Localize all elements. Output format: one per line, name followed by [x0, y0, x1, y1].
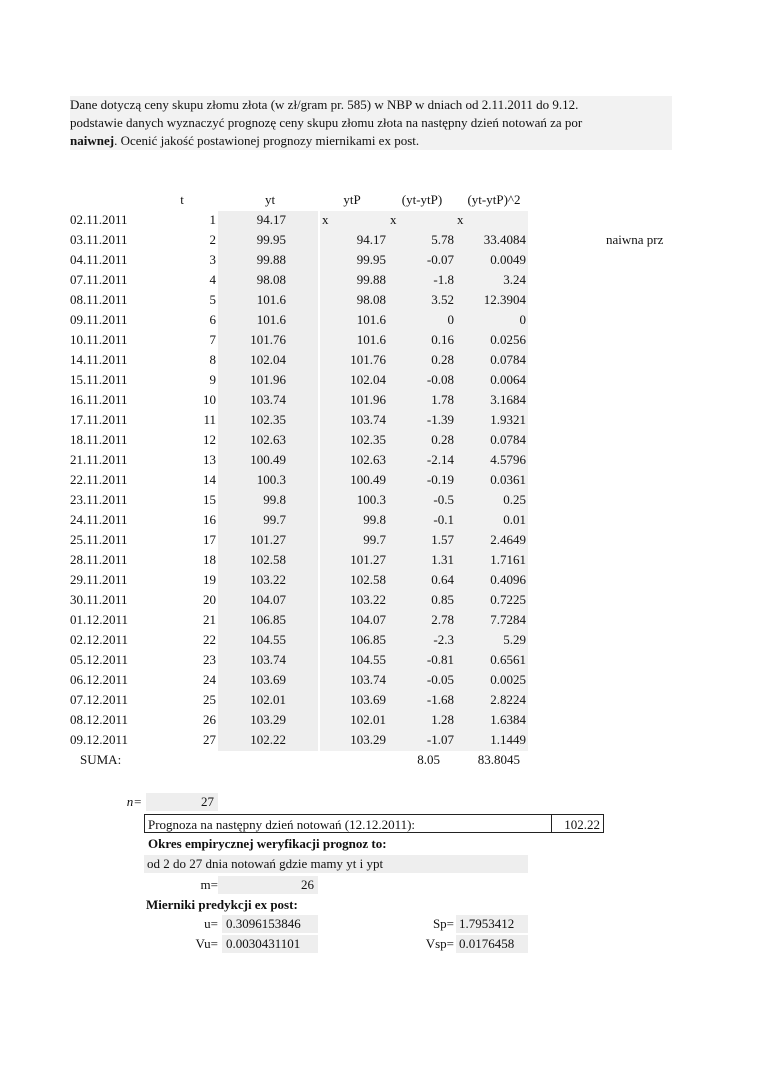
cell-t: 9: [209, 372, 216, 387]
cell-date: 02.12.2011: [70, 632, 129, 647]
cell-t: 3: [209, 252, 216, 267]
cell-diff: -1.39: [426, 412, 454, 427]
cell-diff: 0.28: [431, 352, 454, 367]
cell-diff: -2.14: [426, 452, 454, 467]
cell-ytp: 102.35: [350, 432, 386, 447]
cell-date: 28.11.2011: [70, 552, 128, 567]
cell-sq: 0.4096: [490, 572, 526, 587]
cell-yt: 104.55: [250, 632, 286, 647]
cell-date: 05.12.2011: [70, 652, 129, 667]
n-value: 27: [146, 793, 218, 811]
cell-diff: 0: [447, 312, 454, 327]
cell-ytp: 106.85: [350, 632, 386, 647]
measures-heading: Mierniki predykcji ex post:: [146, 897, 298, 912]
cell-ytp: 101.6: [356, 332, 386, 347]
cell-t: 13: [203, 452, 216, 467]
cell-t: 11: [203, 412, 216, 427]
cell-diff: x: [390, 212, 397, 227]
u-value: 0.3096153846: [222, 915, 318, 933]
cell-t: 4: [209, 272, 216, 287]
cell-t: 14: [203, 472, 216, 487]
cell-ytp: 102.01: [350, 712, 386, 727]
cell-t: 10: [203, 392, 216, 407]
cell-yt: 101.6: [256, 312, 286, 327]
cell-diff: -1.07: [426, 732, 454, 747]
cell-yt: 102.35: [250, 412, 286, 427]
intro-line-2: podstawie danych wyznaczyć prognozę ceny skupu złomu złota na następny dzień notowań za por: [70, 115, 583, 130]
cell-ytp: 102.04: [350, 372, 386, 387]
vu-value: 0.0030431101: [222, 935, 318, 953]
forecast-label: Prognoza na następny dzień notowań (12.12.2011):: [144, 814, 552, 833]
cell-ytp: 94.17: [356, 232, 386, 247]
cell-sq: 3.1684: [490, 392, 526, 407]
cell-ytp: 100.49: [350, 472, 386, 487]
cell-sq: 1.6384: [490, 712, 526, 727]
cell-diff: 1.31: [431, 552, 454, 567]
cell-date: 22.11.2011: [70, 472, 128, 487]
cell-date: 06.12.2011: [70, 672, 129, 687]
n-label: n=: [126, 794, 142, 809]
cell-ytp: 98.08: [356, 292, 386, 307]
cell-sq: 1.9321: [490, 412, 526, 427]
cell-t: 22: [203, 632, 216, 647]
cell-ytp: 99.88: [356, 272, 386, 287]
cell-diff: -2.3: [433, 632, 454, 647]
cell-t: 16: [203, 512, 216, 527]
cell-diff: -0.1: [433, 512, 454, 527]
cell-date: 15.11.2011: [70, 372, 128, 387]
cell-diff: 3.52: [431, 292, 454, 307]
cell-date: 07.12.2011: [70, 692, 129, 707]
cell-t: 12: [203, 432, 216, 447]
cell-ytp: 103.22: [350, 592, 386, 607]
cell-diff: 0.16: [431, 332, 454, 347]
cell-date: 04.11.2011: [70, 252, 128, 267]
cell-t: 23: [203, 652, 216, 667]
cell-date: 14.11.2011: [70, 352, 128, 367]
u-label: u=: [204, 916, 218, 931]
cell-date: 07.11.2011: [70, 272, 128, 287]
cell-yt: 103.29: [250, 712, 286, 727]
cell-ytp: 103.74: [350, 672, 386, 687]
cell-ytp: 102.63: [350, 452, 386, 467]
cell-yt: 102.04: [250, 352, 286, 367]
header-diff: (yt-ytP): [401, 192, 443, 207]
cell-yt: 99.88: [256, 252, 286, 267]
cell-sq: 0.6561: [490, 652, 526, 667]
cell-t: 18: [203, 552, 216, 567]
sp-label: Sp=: [432, 916, 454, 931]
cell-yt: 100.49: [250, 452, 286, 467]
cell-sq: 0.01: [503, 512, 526, 527]
cell-t: 1: [209, 212, 216, 227]
cell-date: 29.11.2011: [70, 572, 128, 587]
cell-diff: 5.78: [431, 232, 454, 247]
cell-ytp: 99.7: [363, 532, 386, 547]
intro-line-1: Dane dotyczą ceny skupu złomu złota (w zł/gram pr. 585) w NBP w dniach od 2.11.2011 do 9.12.: [70, 97, 579, 112]
cell-sq: 0.0784: [490, 352, 526, 367]
cell-date: 10.11.2011: [70, 332, 128, 347]
cell-date: 08.12.2011: [70, 712, 129, 727]
cell-t: 7: [209, 332, 216, 347]
cell-t: 21: [203, 612, 216, 627]
intro-bold-word: naiwnej: [70, 133, 115, 148]
cell-yt: 99.7: [263, 512, 286, 527]
cell-date: 17.11.2011: [70, 412, 128, 427]
cell-sq: 7.7284: [490, 612, 526, 627]
cell-yt: 99.8: [263, 492, 286, 507]
forecast-value: 102.22: [551, 814, 604, 833]
cell-t: 27: [203, 732, 216, 747]
cell-sq: 2.8224: [490, 692, 526, 707]
cell-date: 03.11.2011: [70, 232, 128, 247]
cell-t: 19: [203, 572, 216, 587]
cell-yt: 100.3: [256, 472, 286, 487]
cell-yt: 103.74: [250, 652, 286, 667]
cell-date: 02.11.2011: [70, 212, 128, 227]
header-yt: yt: [264, 192, 276, 207]
intro-line-3-rest: . Ocenić jakość postawionej prognozy miernikami ex post.: [114, 133, 420, 148]
cell-ytp: 100.3: [356, 492, 386, 507]
cell-diff: 0.28: [431, 432, 454, 447]
cell-diff: 0.85: [431, 592, 454, 607]
header-ytp: ytP: [343, 192, 361, 207]
cell-t: 24: [203, 672, 216, 687]
cell-diff: 2.78: [431, 612, 454, 627]
cell-yt: 102.01: [250, 692, 286, 707]
cell-yt: 99.95: [256, 232, 286, 247]
cell-sq: 4.5796: [490, 452, 526, 467]
cell-ytp: 101.6: [356, 312, 386, 327]
cell-ytp: 101.96: [350, 392, 386, 407]
cell-ytp: 99.8: [363, 512, 386, 527]
cell-diff: -0.08: [426, 372, 454, 387]
cell-diff: -1.68: [426, 692, 454, 707]
cell-yt: 106.85: [250, 612, 286, 627]
cell-yt: 102.63: [250, 432, 286, 447]
vsp-label: Vsp=: [425, 936, 454, 951]
cell-sq: 1.7161: [490, 552, 526, 567]
cell-ytp: 99.95: [356, 252, 386, 267]
cell-ytp: 104.07: [350, 612, 386, 627]
cell-diff: 1.28: [431, 712, 454, 727]
cell-sq: 1.1449: [490, 732, 526, 747]
cell-sq: 0.25: [503, 492, 526, 507]
cell-diff: -0.05: [426, 672, 454, 687]
cell-date: 16.11.2011: [70, 392, 128, 407]
cell-sq: 0.0025: [490, 672, 526, 687]
cell-diff: -1.8: [433, 272, 454, 287]
cell-date: 21.11.2011: [70, 452, 128, 467]
cell-t: 15: [203, 492, 216, 507]
cell-diff: 1.78: [431, 392, 454, 407]
cell-diff: -0.19: [426, 472, 454, 487]
cell-t: 8: [209, 352, 216, 367]
header-sq: (yt-ytP)^2: [467, 192, 521, 207]
sum-sq: 83.8045: [477, 752, 520, 767]
cell-sq: 12.3904: [483, 292, 526, 307]
cell-t: 2: [209, 232, 216, 247]
cell-sq: 33.4084: [483, 232, 526, 247]
vsp-value: 0.0176458: [456, 935, 528, 953]
cell-ytp: 103.69: [350, 692, 386, 707]
cell-sq: 0.7225: [490, 592, 526, 607]
vu-label: Vu=: [195, 936, 218, 951]
cell-yt: 103.74: [250, 392, 286, 407]
cell-t: 5: [209, 292, 216, 307]
cell-t: 6: [209, 312, 216, 327]
cell-diff: -0.07: [426, 252, 454, 267]
cell-yt: 101.27: [250, 532, 286, 547]
cell-sq: 0: [519, 312, 526, 327]
cell-date: 01.12.2011: [70, 612, 129, 627]
intro-paragraph: [70, 96, 672, 150]
cell-t: 20: [203, 592, 216, 607]
header-t: t: [180, 192, 184, 207]
cell-yt: 102.58: [250, 552, 286, 567]
cell-ytp: 101.27: [350, 552, 386, 567]
cell-yt: 103.69: [250, 672, 286, 687]
cell-t: 17: [203, 532, 216, 547]
cell-sq: 2.4649: [490, 532, 526, 547]
cell-ytp: 103.74: [350, 412, 386, 427]
cell-yt: 102.22: [250, 732, 286, 747]
sum-diff: 8.05: [417, 752, 440, 767]
cell-yt: 101.96: [250, 372, 286, 387]
cell-date: 18.11.2011: [70, 432, 128, 447]
cell-yt: 101.76: [250, 332, 286, 347]
cell-sq: 0.0064: [490, 372, 526, 387]
cell-date: 30.11.2011: [70, 592, 128, 607]
sp-value: 1.7953412: [456, 915, 528, 933]
cell-yt: 104.07: [250, 592, 286, 607]
cell-sq: 0.0256: [490, 332, 526, 347]
cell-sq: x: [457, 212, 464, 227]
cell-yt: 98.08: [256, 272, 286, 287]
cell-ytp: 103.29: [350, 732, 386, 747]
cell-ytp: 104.55: [350, 652, 386, 667]
intro-line-3: [70, 132, 672, 150]
period-text: od 2 do 27 dnia notowań gdzie mamy yt i ypt: [144, 855, 528, 873]
side-note: naiwna prz: [606, 232, 664, 247]
cell-ytp: 102.58: [350, 572, 386, 587]
period-heading: Okres empirycznej weryfikacji prognoz to:: [148, 836, 387, 851]
sum-label: SUMA:: [80, 752, 122, 767]
cell-yt: 101.6: [256, 292, 286, 307]
cell-sq: 3.24: [503, 272, 526, 287]
cell-date: 23.11.2011: [70, 492, 128, 507]
cell-t: 26: [203, 712, 216, 727]
m-value: 26: [218, 876, 318, 894]
cell-date: 25.11.2011: [70, 532, 128, 547]
cell-diff: 0.64: [431, 572, 454, 587]
cell-yt: 94.17: [256, 212, 286, 227]
cell-yt: 103.22: [250, 572, 286, 587]
cell-ytp: 101.76: [350, 352, 386, 367]
cell-sq: 0.0361: [490, 472, 526, 487]
cell-ytp: x: [322, 212, 329, 227]
cell-sq: 0.0784: [490, 432, 526, 447]
cell-sq: 0.0049: [490, 252, 526, 267]
cell-date: 09.12.2011: [70, 732, 129, 747]
m-label: m=: [200, 877, 218, 892]
cell-diff: -0.81: [426, 652, 454, 667]
cell-date: 09.11.2011: [70, 312, 128, 327]
cell-sq: 5.29: [503, 632, 526, 647]
cell-date: 24.11.2011: [70, 512, 128, 527]
cell-t: 25: [203, 692, 216, 707]
cell-diff: -0.5: [433, 492, 454, 507]
cell-date: 08.11.2011: [70, 292, 128, 307]
cell-diff: 1.57: [431, 532, 454, 547]
